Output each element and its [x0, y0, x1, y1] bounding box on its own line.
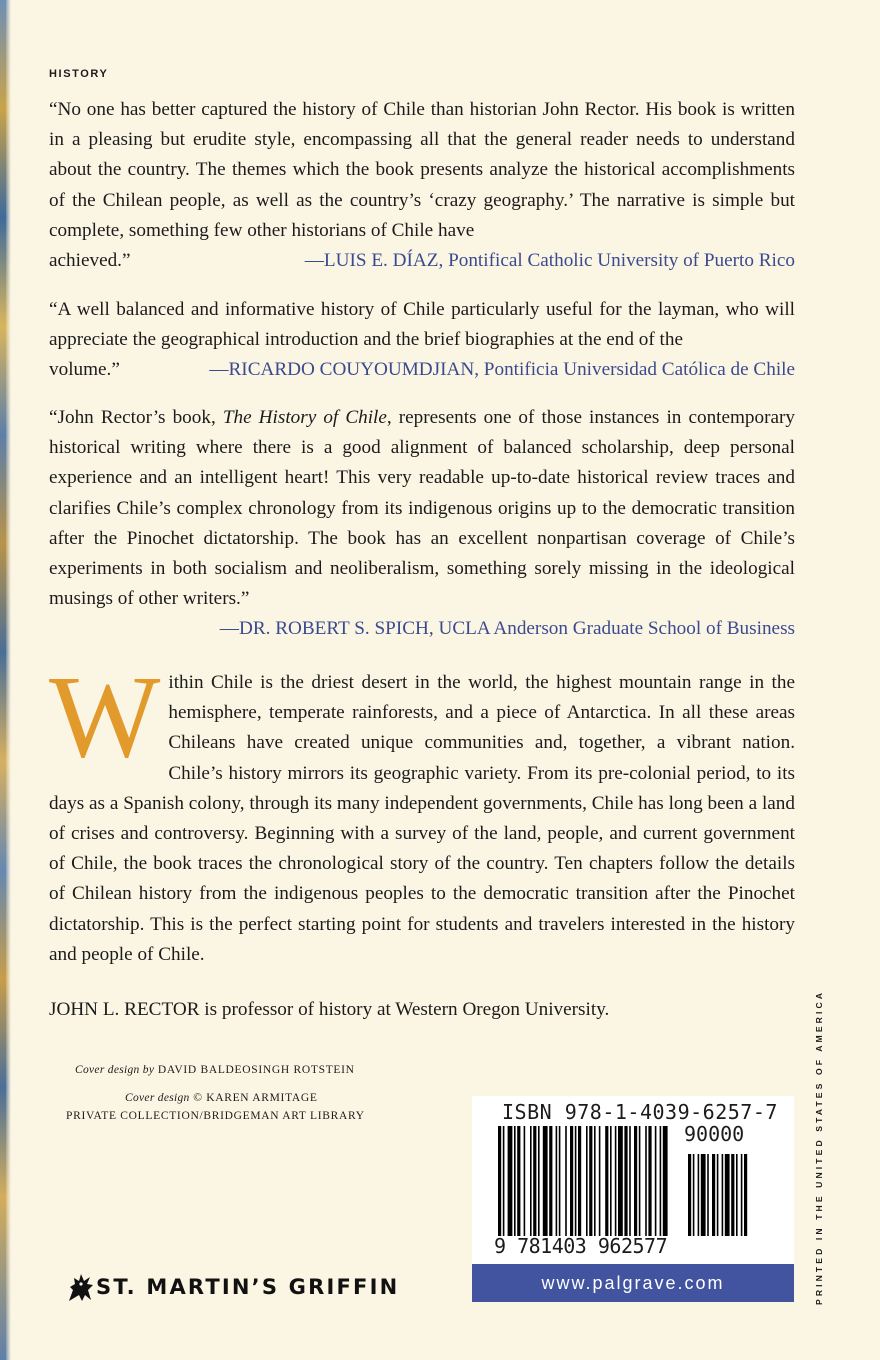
quote-last-line: [49, 355, 795, 385]
barcode-bar: [559, 1126, 561, 1236]
barcode-bar: [648, 1126, 651, 1236]
barcode-digits: 9 781403 962577: [494, 1234, 668, 1258]
barcode-bar: [543, 1126, 548, 1236]
credit-name: © KAREN ARMITAGE: [193, 1092, 318, 1104]
barcode-bar: [629, 1126, 631, 1236]
quote-ending: achieved.”: [49, 250, 131, 272]
credit-label: Cover design: [125, 1092, 190, 1104]
barcode-addon-bar: [741, 1154, 743, 1236]
barcode-bar: [565, 1126, 567, 1236]
barcode-bar: [663, 1126, 668, 1236]
barcode-bar: [594, 1126, 596, 1236]
barcode-addon-bar: [744, 1154, 747, 1236]
quote-attribution: —LUIS E. DÍAZ, Pontifical Catholic University of Puerto Rico: [304, 250, 795, 272]
barcode-addon-bar: [722, 1154, 724, 1236]
barcode-bar: [514, 1126, 516, 1236]
quote-diaz: [49, 95, 795, 276]
quote-spich: [49, 403, 795, 645]
barcode-bar: [538, 1126, 540, 1236]
description-text: ithin Chile is the driest desert in the world, the highest mountain range in the hemisphere, temperate rainforests, and a piece of Antarctica. In all these areas Chileans have created unique communities and, together, a vibrant nation. Chile’s history mirrors its geographic variety. From its pre-colonial period, to its days as a Spanish colony, through its many independent governments, Chile has long been a land of crises and controversy. Beginning with a survey of the land, people, and current government of Chile, the book traces the chronological story of the country. Ten chapters follow the details of Chilean history from the indigenous peoples to the democratic transition after the Pinochet dictatorship. This is the perfect starting point for students and travelers interested in the history and people of Chile.: [49, 672, 795, 965]
barcode-addon-bar: [688, 1154, 691, 1236]
barcode-bar: [599, 1126, 601, 1236]
author-bio: JOHN L. RECTOR is professor of history at Western Oregon University.: [49, 999, 610, 1020]
barcode-addon-bar: [712, 1154, 715, 1236]
quote-couyoumdjian: [49, 295, 795, 386]
cover-design-credit: [75, 1064, 355, 1076]
barcode-addon-bar: [736, 1154, 738, 1236]
barcode-bar: [498, 1126, 501, 1236]
barcode-addon-bar: [725, 1154, 730, 1236]
barcode-bar: [586, 1126, 588, 1236]
isbn-text: ISBN 978-1-4039-6257-7: [502, 1100, 778, 1124]
barcode-bar: [533, 1126, 536, 1236]
barcode-addon-number: 90000: [684, 1122, 745, 1146]
barcode-addon-bar: [693, 1154, 695, 1236]
barcode-bar: [589, 1126, 592, 1236]
credit-label: Cover design by: [75, 1064, 155, 1076]
quote-body: “A well balanced and informative history of Chile particularly useful for the layman, who will appreciate the geographical introduction and the brief biographies at the end of the: [49, 299, 795, 351]
publisher-name: ST. MARTIN’S GRIFFIN: [96, 1275, 400, 1299]
barcode-addon-bar: [731, 1154, 734, 1236]
drop-cap: W: [49, 651, 161, 782]
barcode-bar: [615, 1126, 617, 1236]
publisher-logo: [66, 1270, 399, 1304]
book-title: The History of Chile: [222, 407, 387, 428]
quote-attribution: —RICARDO COUYOUMDJIAN, Pontificia Universidad Católica de Chile: [209, 359, 795, 381]
barcode-addon-bar: [701, 1154, 706, 1236]
barcode-bar: [655, 1126, 657, 1236]
quote-attribution: —DR. ROBERT S. SPICH, UCLA Anderson Graduate School of Business: [219, 618, 795, 640]
quote-last-line: [49, 246, 795, 276]
section-label: HISTORY: [49, 68, 109, 80]
barcode-bar: [503, 1126, 505, 1236]
publisher-url: www.palgrave.com: [472, 1264, 794, 1302]
cover-art-credit: [125, 1092, 318, 1104]
barcode-bar: [570, 1126, 573, 1236]
cover-art-edge: [0, 0, 11, 1360]
barcode-addon-bar: [717, 1154, 719, 1236]
collection-credit: PRIVATE COLLECTION/BRIDGEMAN ART LIBRARY: [66, 1110, 365, 1122]
barcode-bar: [549, 1126, 552, 1236]
barcode-bar: [524, 1126, 526, 1236]
barcode-bar: [556, 1126, 558, 1236]
barcode-bar: [508, 1126, 513, 1236]
quote-intro: “John Rector’s book,: [49, 407, 223, 428]
barcode-bar: [578, 1126, 581, 1236]
barcode-bar: [618, 1126, 623, 1236]
credit-name: DAVID BALDEOSINGH ROTSTEIN: [157, 1064, 355, 1076]
barcode-bar: [517, 1126, 520, 1236]
barcode-bar: [645, 1126, 647, 1236]
barcode-bar: [660, 1126, 662, 1236]
barcode-bar: [605, 1126, 608, 1236]
barcode-bar: [610, 1126, 612, 1236]
quote-body: , represents one of those instances in contemporary historical writing where there is a good alignment of balanced scholarship, deep personal experience and an intelligent heart! This very readable up-to-date historical review traces and clarifies Chile’s complex chronology from its indigenous origins up to the democratic transition after the Pinochet dictatorship. The book has an excellent nonpartisan coverage of Chile’s experiments in both socialism and neoliberalism, something sorely missing in the ideological musings of other writers.”: [49, 407, 796, 610]
barcode-bar: [575, 1126, 577, 1236]
barcode-bar: [639, 1126, 641, 1236]
barcode-bar: [530, 1126, 532, 1236]
book-description: [49, 651, 795, 970]
barcode-addon-bar: [707, 1154, 709, 1236]
barcode-addon-bar: [698, 1154, 700, 1236]
quote-body: “No one has better captured the history of Chile than historian John Rector. His book is written in a pleasing but erudite style, encompassing all that the general reader needs to understand about the country. The themes which the book presents analyze the historical accomplishments of the Chilean people, as well as the country’s ‘crazy geography.’ The narrative is simple but complete, something few other historians of Chile have: [49, 99, 795, 241]
barcode-bar: [624, 1126, 627, 1236]
barcode-bar: [634, 1126, 637, 1236]
quote-ending: volume.”: [49, 359, 120, 381]
griffin-icon: [66, 1270, 96, 1304]
printed-in-notice: PRINTED IN THE UNITED STATES OF AMERICA: [814, 989, 824, 1305]
barcode-panel: [472, 1096, 794, 1302]
